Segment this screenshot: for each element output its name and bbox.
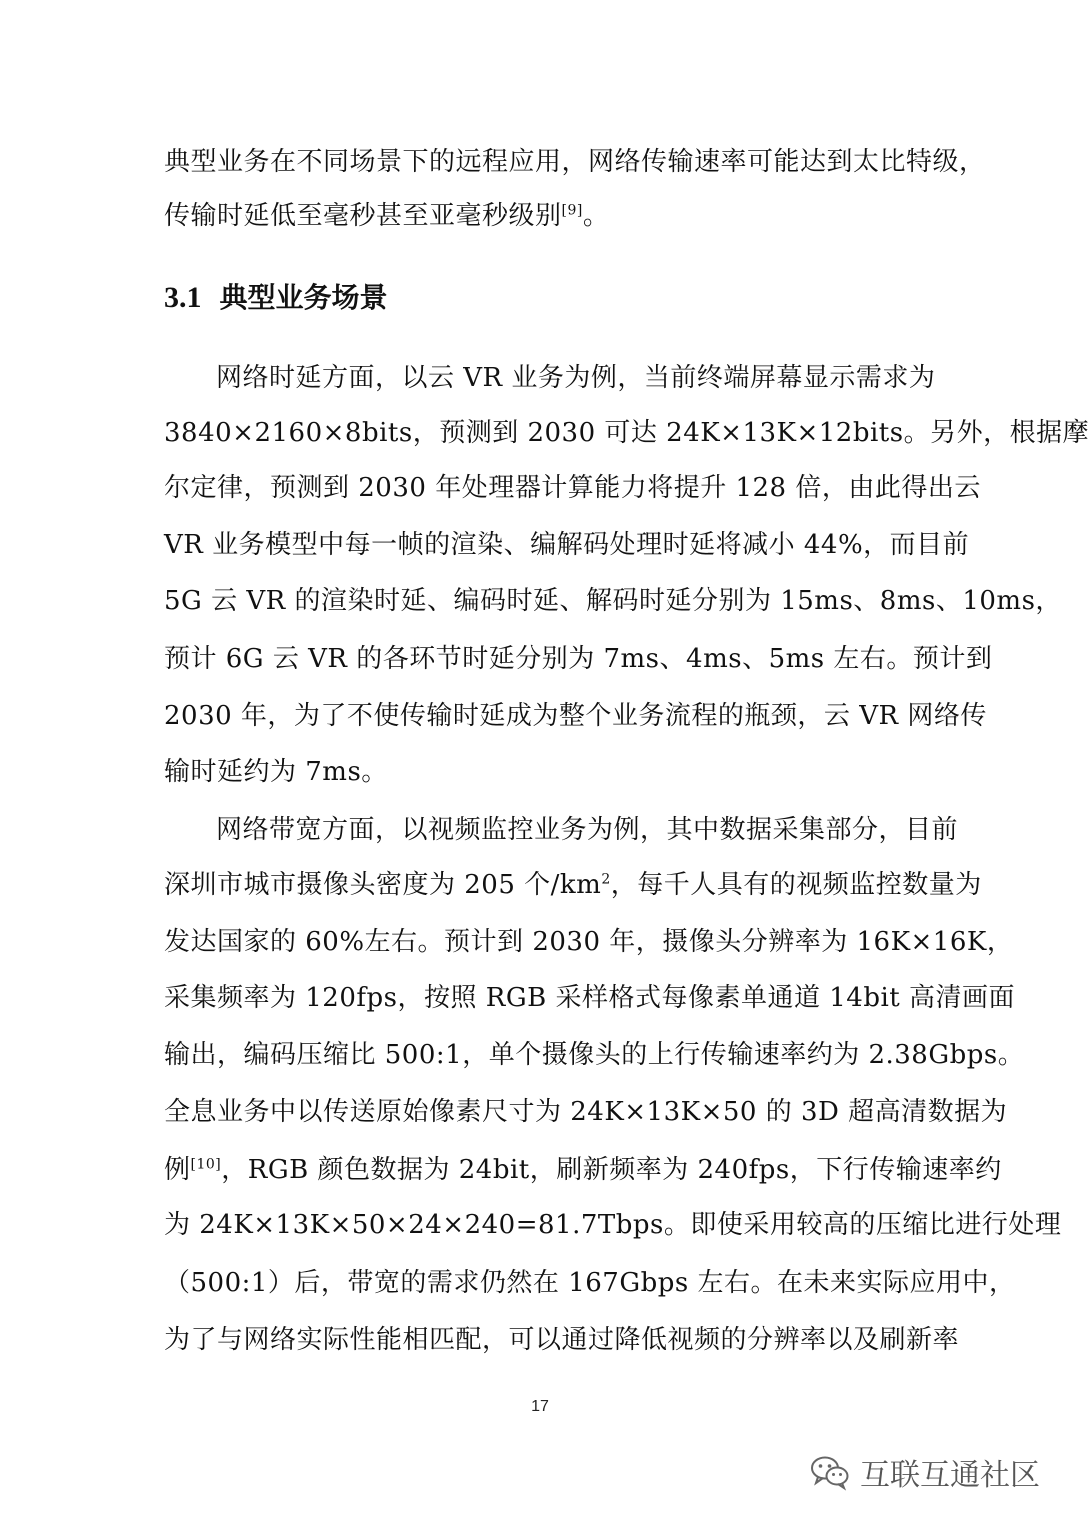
bandwidth-line-4: 采集频率为 120fps，按照 RGB 采样格式每像素单通道 14bit 高清画面: [164, 983, 1016, 1013]
bandwidth-line-10: 为了与网络实际性能相匹配，可以通过降低视频的分辨率以及刷新率: [164, 1325, 960, 1355]
intro-line-2: 传输时延低至毫秒甚至亚毫秒级别[9]。: [164, 201, 610, 231]
watermark: [810, 1452, 1040, 1492]
watermark-text: 互联互通社区: [860, 1458, 1040, 1493]
bandwidth-line-9: （500:1）后，带宽的需求仍然在 167Gbps 左右。在未来实际应用中，: [164, 1268, 1016, 1298]
latency-line-1: 网络时延方面，以云 VR 业务为例，当前终端屏幕显示需求为: [216, 363, 936, 393]
latency-line-8: 输时延约为 7ms。: [164, 757, 388, 787]
wechat-icon: [810, 1455, 850, 1489]
section-heading: [164, 278, 388, 318]
section-title: 典型业务场景: [219, 281, 388, 314]
latency-line-7: 2030 年，为了不使传输时延成为整个业务流程的瓶颈，云 VR 网络传: [164, 701, 987, 731]
bandwidth-line-8: 为 24K×13K×50×24×240=81.7Tbps。即使采用较高的压缩比进行处理: [164, 1210, 1062, 1240]
bandwidth-line-3: 发达国家的 60%左右。预计到 2030 年，摄像头分辨率为 16K×16K，: [164, 927, 1014, 957]
citation-9: [9]: [561, 202, 583, 219]
superscript-2: 2: [601, 871, 611, 888]
latency-line-3: 尔定律，预测到 2030 年处理器计算能力将提升 128 倍，由此得出云: [164, 473, 981, 503]
bandwidth-line-6: 全息业务中以传送原始像素尺寸为 24K×13K×50 的 3D 超高清数据为: [164, 1097, 1008, 1127]
latency-line-6: 预计 6G 云 VR 的各环节时延分别为 7ms、4ms、5ms 左右。预计到: [164, 644, 993, 674]
bandwidth-line-7: 例[10]，RGB 颜色数据为 24bit，刷新频率为 240fps，下行传输速率约: [164, 1155, 1002, 1185]
bandwidth-line-1: 网络带宽方面，以视频监控业务为例，其中数据采集部分，目前: [216, 815, 959, 845]
latency-line-4: VR 业务模型中每一帧的渲染、编解码处理时延将减小 44%，而目前: [164, 530, 970, 560]
latency-line-2: 3840×2160×8bits，预测到 2030 可达 24K×13K×12bits。另外，根据摩: [164, 418, 1089, 448]
citation-10: [10]: [190, 1156, 222, 1173]
bandwidth-line-5: 输出，编码压缩比 500:1，单个摄像头的上行传输速率约为 2.38Gbps。: [164, 1040, 1025, 1070]
section-number: 3.1: [164, 281, 202, 314]
page-number: 17: [531, 1398, 549, 1415]
intro-line-1: 典型业务在不同场景下的远程应用，网络传输速率可能达到太比特级，: [164, 147, 986, 177]
latency-line-5: 5G 云 VR 的渲染时延、编码时延、解码时延分别为 15ms、8ms、10ms，: [164, 586, 1062, 616]
bandwidth-line-2: 深圳市城市摄像头密度为 205 个$/km^2$，每千人具有的视频监控数量为: [164, 870, 982, 900]
